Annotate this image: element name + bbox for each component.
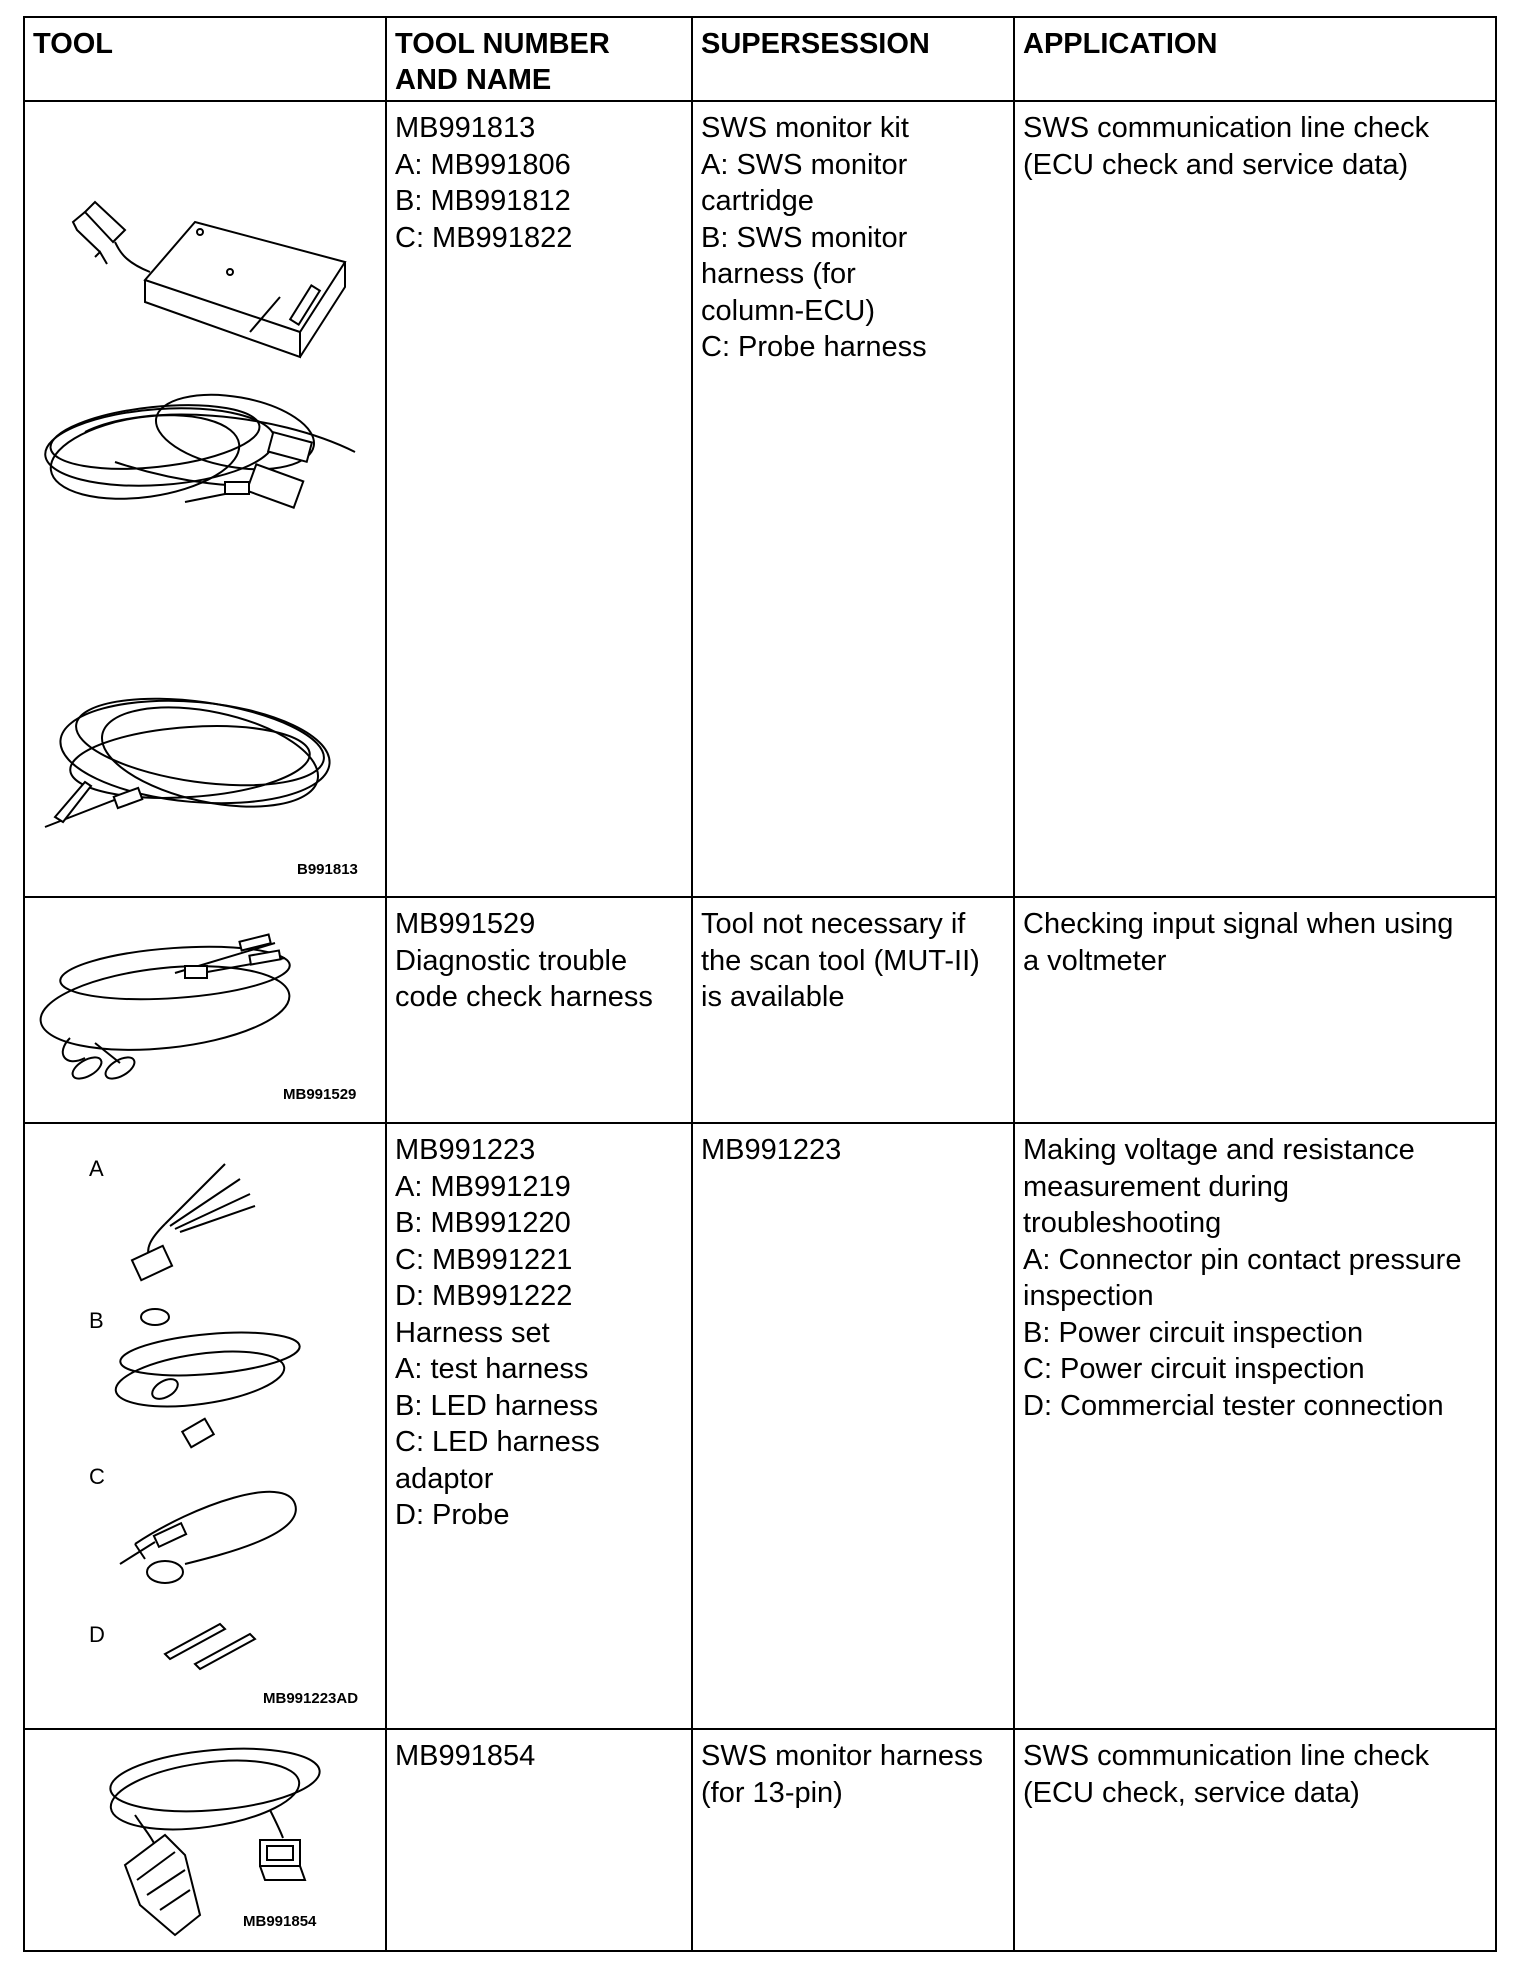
illustration-caption: MB991854 — [243, 1913, 317, 1930]
table-row — [24, 101, 1496, 897]
tool-illustration-cell — [24, 101, 386, 897]
illustration-letter: A — [89, 1156, 104, 1181]
illustration-letter: C — [89, 1464, 105, 1489]
application-cell: SWS communication line check (ECU check and service data) — [1014, 101, 1496, 897]
supersession-cell: SWS monitor harness (for 13-pin) — [692, 1729, 1014, 1951]
tool-number-cell: MB991854 — [386, 1729, 692, 1951]
illustration-caption: MB991529 — [283, 1086, 357, 1103]
application-cell: SWS communication line check (ECU check, service data) — [1014, 1729, 1496, 1951]
header-tool: TOOL — [24, 17, 386, 101]
illustration-caption: MB991223AD — [263, 1690, 359, 1707]
header-tool-number: TOOL NUMBER AND NAME — [386, 17, 692, 101]
table-row — [24, 1123, 1496, 1729]
tool-number-cell: MB991529 Diagnostic trouble code check harness — [386, 897, 692, 1123]
tool-illustration-cell — [24, 897, 386, 1123]
tool-number-cell: MB991223 A: MB991219 B: MB991220 C: MB991221 D: MB991222 Harness set A: test harness B: LED harness C: LED harness adaptor D: Probe — [386, 1123, 692, 1729]
harness-set-illustration — [25, 1124, 387, 1730]
header-supersession: SUPERSESSION — [692, 17, 1014, 101]
illustration-caption: B991813 — [297, 861, 358, 878]
tool-illustration-cell — [24, 1123, 386, 1729]
supersession-cell: SWS monitor kit A: SWS monitor cartridge B: SWS monitor harness (for column-ECU) C: Probe harness — [692, 101, 1014, 897]
supersession-cell: MB991223 — [692, 1123, 1014, 1729]
table-row — [24, 1729, 1496, 1951]
sws-monitor-kit-illustration — [25, 102, 387, 898]
sws-monitor-harness-illustration — [25, 1730, 387, 1952]
special-tools-table — [23, 16, 1497, 1952]
tool-number-cell: MB991813 A: MB991806 B: MB991812 C: MB991822 — [386, 101, 692, 897]
supersession-cell: Tool not necessary if the scan tool (MUT-II) is available — [692, 897, 1014, 1123]
header-application: APPLICATION — [1014, 17, 1496, 101]
application-cell: Making voltage and resistance measurement during troubleshooting A: Connector pin contact pressure inspection B: Power circuit inspection C: Power circuit inspection D: Commercial tester connection — [1014, 1123, 1496, 1729]
illustration-letter: B — [89, 1308, 104, 1333]
illustration-letter: D — [89, 1622, 105, 1647]
table-row — [24, 897, 1496, 1123]
tool-illustration-cell — [24, 1729, 386, 1951]
header-row — [24, 17, 1496, 101]
application-cell: Checking input signal when using a voltmeter — [1014, 897, 1496, 1123]
